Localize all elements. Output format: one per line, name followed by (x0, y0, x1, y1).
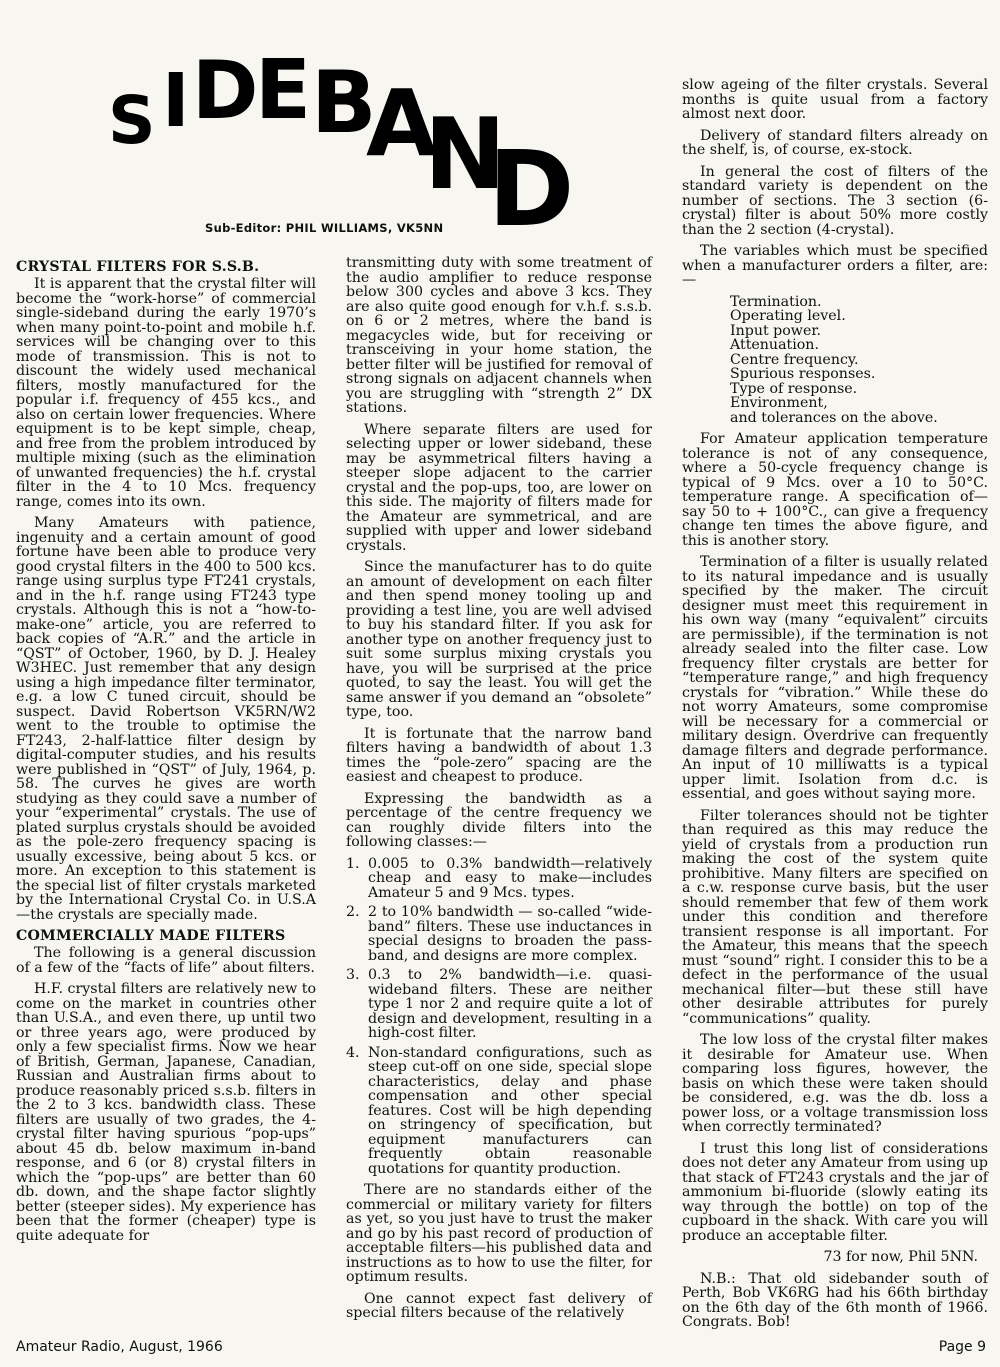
paragraph: There are no standards either of the commercial or military variety for filters as yet, so you just have to trust the maker and go by his past record of production of acceptable filters—his published data and instructions as to how to use the filter, for optimum results. (346, 1182, 652, 1285)
paragraph: Termination of a filter is usually related to its natural impedance and is usually specified by the maker. The circuit designer must meet this requirement in his own way (many “equivalent” circuits are permissible), if the termination is not already sealed into the filter case. Low frequency filter crystals are better for “temperature range,” and high frequency crystals for “vibration.” While these do not worry Amateurs, some compromise will be necessary for a commercial or military design. Overdrive can frequently damage filters and degrade performance. An input of 10 milliwatts is a typical upper limit. Isolation from d.c. is essential, and goes without saying more. (682, 554, 988, 802)
list-text: 0.3 to 2% bandwidth—i.e. quasi-wideband filters. These are neither type 1 nor 2 and require quite a lot of design and development, resulting in a high-cost filter. (368, 967, 652, 1041)
paragraph: It is apparent that the crystal filter will become the “work-horse” of commercial single-sideband during the early 1970’s when many point-to-point and mobile h.f. services will be changing over to this mode of transmission. This is not to discount the widely used mechanical filters, mostly manufactured for the popular i.f. frequency of 455 kcs., and also on certain lower frequencies. Where equipment is to be kept simple, cheap, and free from the problem introduced by multiple mixing (such as the elimination of unwanted frequencies) the h.f. crystal filter in the 4 to 10 Mcs. frequency range, comes into its own. (16, 276, 316, 510)
subeditor-credit: Sub-Editor: PHIL WILLIAMS, VK5NN (205, 221, 444, 235)
paragraph: The variables which must be specified when a manufacturer orders a filter, are:— (682, 243, 988, 288)
list-text: Non-standard configurations, such as steep cut-off on one side, special slope characteristics, delay and phase compensation and other special features. Cost will be high depending on stringency of specification, but equipment manufacturers can frequently obtain reasonable quotations for quantity production. (368, 1044, 652, 1177)
filter-class-list (346, 857, 652, 1177)
paragraph: It is fortunate that the narrow band filters having a bandwidth of about 1.3 times the “pole-zero” spacing are the easiest and cheapest to produce. (346, 725, 652, 785)
paragraph: Filter tolerances should not be tighter than required as this may reduce the yield of crystals from a production run making the cost of the system quite prohibitive. Many filters are specified on a c.w. response curve basis, but the user should remember that few of them work under this condition and therefore transient response is all important. For the Amateur, this means that the speech must “sound” right. I consider this to be a defect in the performance of the usual mechanical filter—but these still have other desirable attributes for purely “communications” quality. (682, 807, 988, 1027)
masthead-letter: E (255, 43, 312, 138)
list-item: Spurious responses. (730, 366, 876, 382)
list-text: 2 to 10% bandwidth — so-called “wide-band” filters. These use inductances in special designs to broaden the pass-band, and designs are more complex. (368, 904, 652, 964)
list-number: 3. (346, 967, 360, 983)
paragraph: Delivery of standard filters already on the shelf, is, of course, ex-stock. (682, 127, 988, 158)
list-item: Centre frequency. (730, 351, 859, 368)
masthead-letter: N (424, 98, 507, 212)
masthead-letter: D (488, 128, 575, 250)
list-number: 2. (346, 904, 360, 920)
list-item (346, 1046, 652, 1177)
signature-line: 73 for now, Phil 5NN. (823, 1249, 978, 1265)
masthead-letter: D (192, 44, 259, 137)
masthead-letter: S (108, 82, 156, 159)
paragraph: The following is a general discussion of a few of the “facts of life” about filters. (16, 945, 316, 976)
list-item: and tolerances on the above. (730, 409, 938, 426)
list-item (346, 905, 652, 963)
paragraph: In general the cost of filters of the standard variety is dependent on the number of sections. The 3 section (6-crystal) filter is about 50% more costly than the 2 section (4-crystal). (682, 163, 988, 238)
footer-publication: Amateur Radio, August, 1966 (16, 1339, 223, 1355)
list-number: 4. (346, 1044, 360, 1061)
column-2 (346, 256, 652, 1328)
masthead-letter: B (311, 53, 377, 153)
page-number: Page 9 (938, 1339, 986, 1355)
masthead-letter: A (366, 70, 438, 177)
paragraph: Since the manufacturer has to do quite an amount of development on each filter and then spend money tooling up and providing a test line, you are well advised to buy his standard filter. If you ask for another type on another frequency just to suit some surplus mixing crystals you have, you will be surprised at the price quoted, to say the least. You will get the same answer if you demand an “obsolete” type, too. (346, 559, 652, 720)
paragraph: slow ageing of the filter crystals. Several months is quite usual from a factory almost next door. (682, 77, 988, 122)
section-heading: COMMERCIALLY MADE FILTERS (16, 928, 286, 944)
paragraph: Where separate filters are used for selecting upper or lower sideband, these may be asymmetrical filters having a steeper slope adjacent to the carrier crystal and the pop-ups, too, are lower on this side. The majority of filters made for the Amateur are symmetrical, and are supplied with upper and lower sideband crystals. (346, 421, 652, 554)
list-item: Type of response. (730, 380, 858, 397)
paragraph: Expressing the bandwidth as a percentage of the centre frequency we can roughly divide filters into the following classes:— (346, 790, 652, 850)
list-item: Termination. (730, 293, 822, 310)
paragraph: For Amateur application temperature tolerance is not of any consequence, where a 50-cycle frequency change is typical of 9 Mcs. over a 10 to 50°C. temperature range. A specification of— say 50 to + 100°C., can give a frequency change ten times the above figure, and this is another story. (682, 431, 988, 549)
column-1 (16, 256, 316, 1250)
paragraph: transmitting duty with some treatment of the audio amplifier to reduce response below 300 cycles and above 3 kcs. They are also quite good enough for v.h.f. s.s.b. on 6 or 2 metres, where the band is megacycles wide, but for receiving or transceiving in your home station, the better filter will be justified for removal of strong signals on adjacent channels when you are struggling with “strength 2” DX stations. (346, 255, 652, 416)
paragraph: One cannot expect fast delivery of special filters because of the relatively (346, 1290, 652, 1321)
list-number: 1. (346, 855, 360, 872)
list-item: Attenuation. (730, 337, 819, 353)
list-item: Operating level. (730, 308, 846, 324)
section-heading: CRYSTAL FILTERS FOR S.S.B. (16, 259, 260, 275)
paragraph: The low loss of the crystal filter makes it desirable for Amateur use. When comparing loss figures, however, the basis on which these were taken should be considered, e.g. was the db. loss a power loss, or a voltage transmission loss when correctly terminated? (682, 1032, 988, 1135)
masthead-letter: I (162, 58, 190, 144)
list-item: Environment, (730, 395, 828, 411)
list-item: Input power. (730, 322, 822, 339)
list-item (346, 968, 652, 1041)
paragraph: Many Amateurs with patience, ingenuity and a certain amount of good fortune have been able to produce very good crystal filters in the 400 to 500 kcs. range using surplus type FT241 crystals, and in the h.f. range using FT243 type crystals. Although this is not a “how-to-make-one” article, you are referred to back copies of “A.R.” and the article in “QST” of October, 1960, by D. J. Healey W3HEC. Just remember that any design using a high impedance filter terminator, e.g. a low C tuned circuit, should be suspect. David Robertson VK5RN/W2 went to the trouble to optimise the FT243, 2-half-lattice filter design by digital-computer studies, and his results were published in “QST” of July, 1964, p. 58. The curves he gives are worth studying as they could save a number of your “experimental” crystals. The use of plated surplus crystals should be avoided as the pole-zero frequency spacing is usually excessive, being about 5 kcs. or more. An exception to this statement is the special list of filter crystals marketed by the International Crystal Co. in U.S.A —the crystals are specially made. (16, 515, 316, 923)
paragraph: I trust this long list of considerations does not deter any Amateur from using up that stack of FT243 crystals and the jar of ammonium bi-fluoride (slowly eating its way through the bottle) on top of the cupboard in the shack. With care you will produce an acceptable filter. (682, 1140, 988, 1244)
list-text: 0.005 to 0.3% bandwidth—relatively cheap and easy to make—includes Amateur 5 and 9 Mcs. types. (368, 855, 652, 901)
paragraph: N.B.: That old sidebander south of Perth, Bob VK6RG had his 66th birthday on the 6th day of the 6th month of 1966. Congrats. Bob! (682, 1270, 988, 1330)
column-3 (682, 78, 988, 1337)
variables-list (730, 295, 988, 426)
paragraph: H.F. crystal filters are relatively new to come on the market in countries other than U.S.A., and even there, up until two or three years ago, were produced by only a few specialist firms. Now we hear of British, German, Japanese, Canadian, Russian and Australian firms about to produce reasonably priced s.s.b. filters in the 2 to 3 kcs. bandwidth class. These filters are usually of two grades, the 4-crystal filter having spurious “pop-ups” about 45 db. below maximum in-band response, and 6 (or 8) crystal filters in which the “pop-ups” are better than 60 db. down, and the shape factor slightly better (steeper sides). My experience has been that the former (cheaper) type is quite adequate for (16, 981, 316, 1244)
list-item (346, 857, 652, 901)
